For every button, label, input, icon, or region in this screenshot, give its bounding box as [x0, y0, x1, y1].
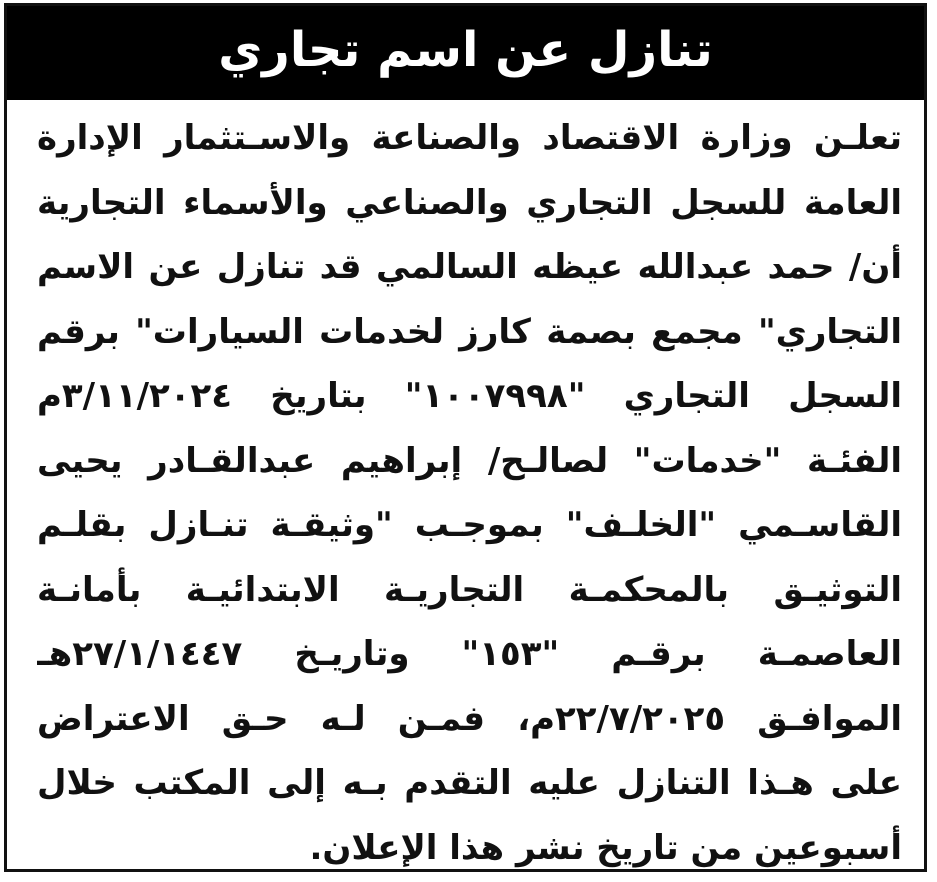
notice-line: تعلـن وزارة الاقتصاد والصناعة والاسـتثمار الإدارة — [37, 118, 902, 158]
notice-line: التجاري" مجمع بصمة كارز لخدمات السيارات" برقم — [37, 311, 902, 352]
notice-line: القاسـمي "الخلـف" بموجـب "وثيقـة تنـازل بقلـم — [37, 505, 902, 545]
notice-title: تنازل عن اسم تجاري — [218, 22, 713, 78]
notice-header — [7, 6, 924, 100]
notice-line: أسبوعين من تاريخ نشر هذا الإعلان. — [309, 827, 902, 868]
notice-line: السجل التجاري "١٠٠٧٩٩٨" بتاريخ ٣/١١/٢٠٢٤م — [37, 376, 902, 416]
notice-line: التوثيـق بالمحكمـة التجاريـة الابتدائيـة بأمانـة — [37, 569, 902, 610]
notice-line: العاصمـة برقـم "١٥٣" وتاريـخ ٢٧/١/١٤٤٧هـ — [37, 634, 902, 674]
notice-line: على هـذا التنازل عليه التقدم بـه إلى المكتب خلال — [37, 763, 902, 803]
notice-line: الموافـق ٢٢/٧/٢٠٢٥م، فمـن لـه حـق الاعتراض — [37, 698, 902, 739]
notice-line: الفئـة "خدمات" لصالـح/ إبراهيم عبدالقـادر يحيى — [37, 440, 902, 481]
notice-line: العامة للسجل التجاري والصناعي والأسماء التجارية — [37, 182, 902, 223]
notice-line: أن/ حمد عبدالله عيظه السالمي قد تنازل عن الاسم — [37, 247, 902, 287]
notice-body — [37, 106, 902, 880]
notice-box — [4, 3, 927, 872]
